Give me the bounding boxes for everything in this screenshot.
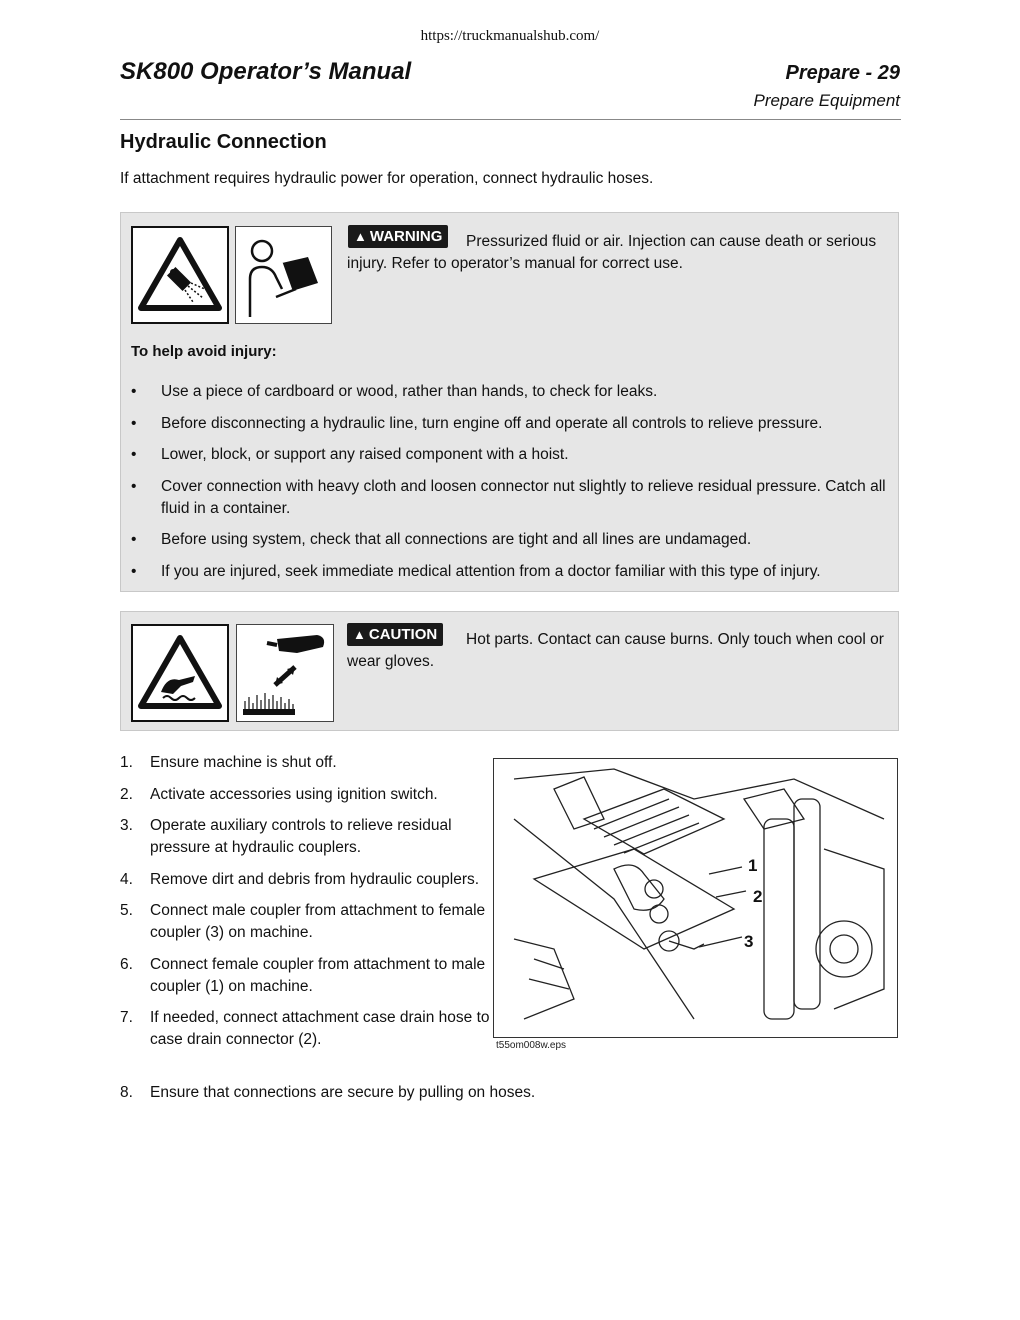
step-number: 7. — [120, 1009, 133, 1026]
warning-signal-word: WARNING — [369, 228, 443, 245]
list-item — [120, 900, 490, 944]
step-number: 8. — [120, 1084, 133, 1101]
alert-triangle-icon: ▲ — [353, 627, 366, 642]
source-url[interactable]: https://truckmanualshub.com/ — [420, 28, 600, 44]
step-text: If needed, connect attachment case drain hose to case drain connector (2). — [150, 1009, 490, 1048]
list-item — [120, 1007, 490, 1051]
step-number: 2. — [120, 785, 133, 803]
step-number: 1. — [120, 754, 133, 771]
read-manual-icon — [235, 226, 332, 324]
hot-surface-hazard-icon — [131, 624, 229, 722]
list-item — [120, 1082, 535, 1104]
intro-text: If attachment requires hydraulic power for operation, connect hydraulic hoses. — [120, 170, 654, 187]
touch-hot-parts-icon — [236, 624, 334, 722]
injection-hazard-icon — [131, 226, 229, 324]
step-text: Ensure that connections are secure by pulling on hoses. — [150, 1084, 536, 1101]
step-number: 3. — [120, 817, 133, 834]
list-item: • If you are injured, seek immediate medical attention from a doctor familiar with this type of injury. — [131, 561, 891, 583]
step-text: Operate auxiliary controls to relieve residual pressure at hydraulic couplers. — [150, 817, 452, 856]
list-item: • Use a piece of cardboard or wood, rather than hands, to check for leaks. — [131, 381, 891, 403]
alert-triangle-icon: ▲ — [354, 229, 367, 244]
callout-1: 1 — [748, 856, 758, 875]
list-item: • Before disconnecting a hydraulic line, turn engine off and operate all controls to relieve pressure. — [131, 413, 891, 435]
section-title: Hydraulic Connection — [120, 131, 327, 153]
step-text: Activate accessories using ignition switch. — [150, 785, 438, 803]
procedure-steps — [120, 752, 490, 1061]
list-item: • Cover connection with heavy cloth and loosen connector nut slightly to relieve residual pressure. Catch all fluid in a container. — [131, 476, 891, 520]
section-label: Prepare Equipment — [753, 91, 900, 110]
page-label: Prepare - 29 — [785, 62, 900, 84]
page-header — [754, 62, 900, 111]
callout-2: 2 — [753, 887, 763, 906]
list-item: • Lower, block, or support any raised component with a hoist. — [131, 444, 891, 466]
caution-box — [120, 611, 899, 731]
warning-message: Pressurized fluid or air. Injection can cause death or serious injury. Refer to operator’s manual for correct use. — [347, 233, 877, 272]
step-text: Connect male coupler from attachment to female coupler (3) on machine. — [150, 902, 486, 941]
coupler-line-drawing — [494, 759, 897, 1037]
step-number: 6. — [120, 955, 133, 973]
warning-bullets — [131, 381, 891, 592]
header-divider — [120, 119, 901, 120]
list-item: • Before using system, check that all connections are tight and all lines are undamaged. — [131, 529, 891, 551]
hydraulic-coupler-figure — [493, 758, 898, 1038]
avoid-heading: To help avoid injury: — [131, 343, 277, 360]
callout-3: 3 — [744, 932, 754, 951]
step-number: 5. — [120, 902, 133, 919]
warning-box — [120, 212, 899, 592]
list-item — [120, 784, 490, 806]
step-text: Remove dirt and debris from hydraulic couplers. — [150, 870, 480, 888]
caution-message: Hot parts. Contact can cause burns. Only touch when cool or wear gloves. — [347, 631, 884, 670]
step-number: 4. — [120, 870, 133, 888]
step-text: Connect female coupler from attachment to male coupler (1) on machine. — [150, 955, 486, 995]
caution-signal-word: CAUTION — [368, 626, 438, 643]
list-item — [120, 954, 490, 998]
step-text: Ensure machine is shut off. — [150, 754, 337, 771]
list-item — [120, 815, 490, 859]
manual-title: SK800 Operator’s Manual — [120, 58, 412, 85]
list-item — [120, 752, 490, 774]
figure-caption: t55om008w.eps — [496, 1040, 567, 1051]
list-item — [120, 869, 490, 891]
